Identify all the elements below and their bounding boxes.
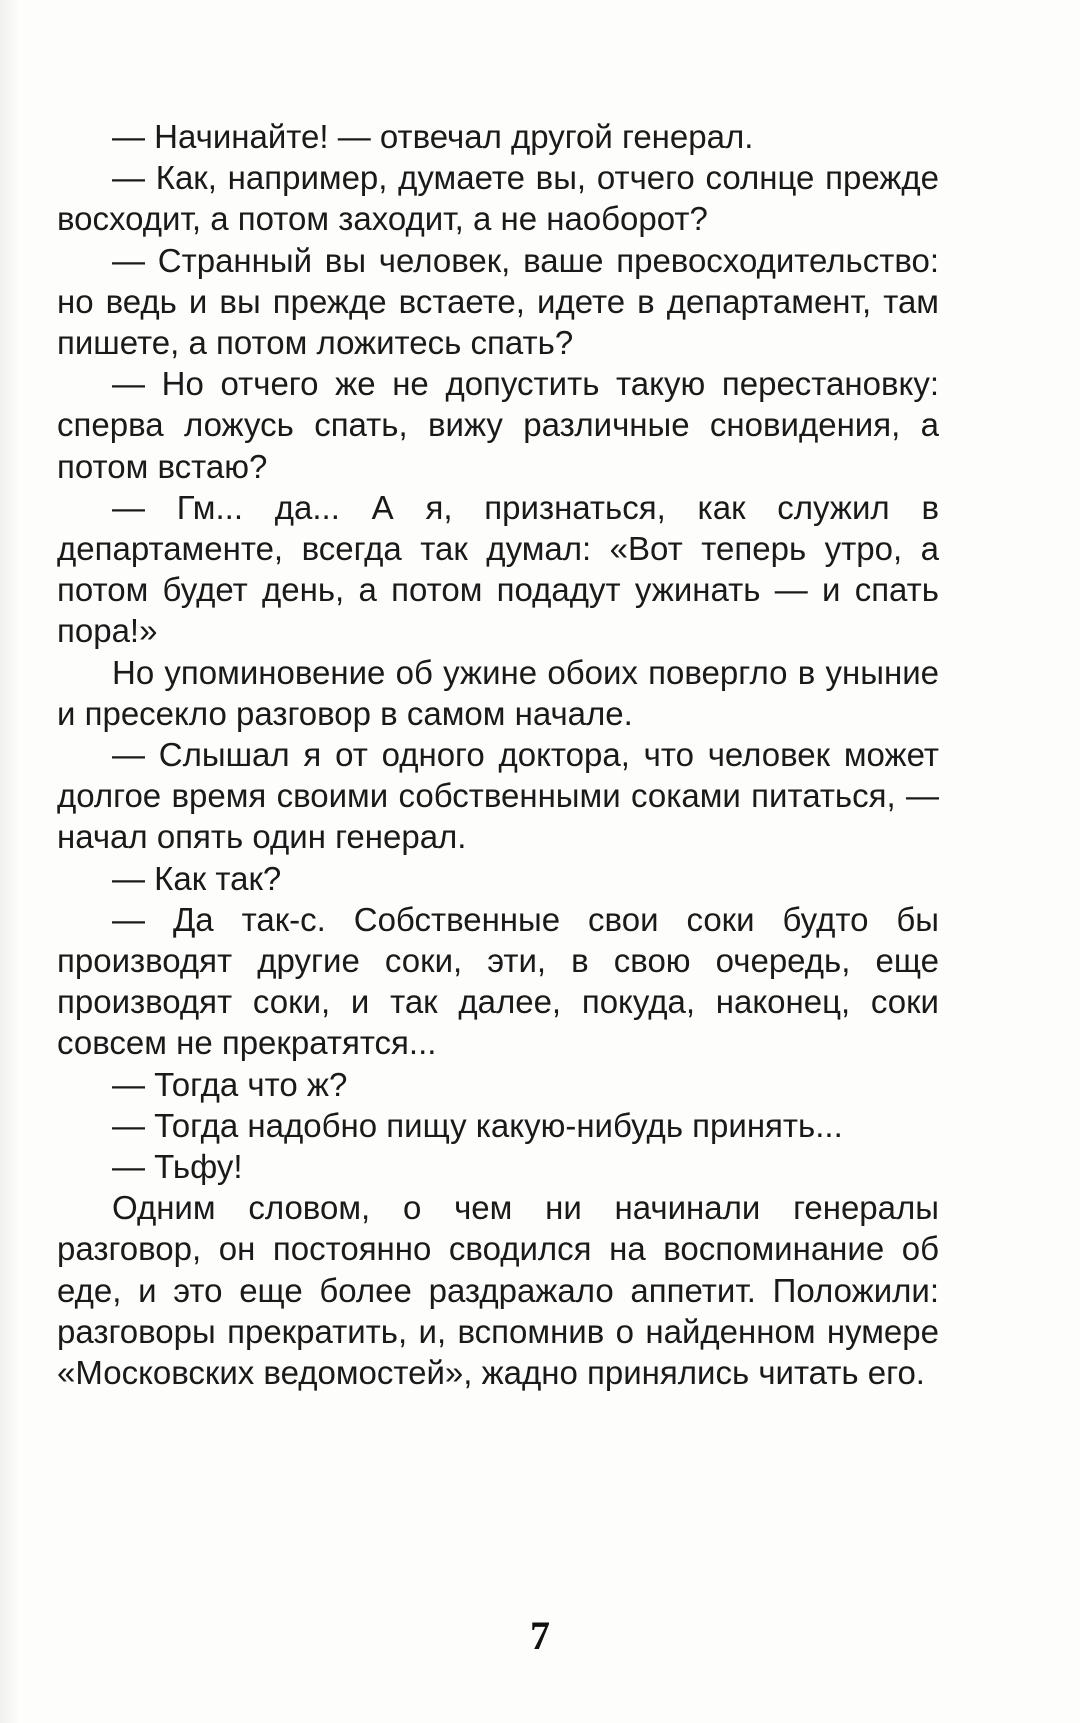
paragraph-13: Одним словом, о чем ни начинали генералы разговор, он постоянно сводился на воспоминание об еде, и это еще более раздражало аппетит. Положили: разговоры прекратить, и, вспомнив о найденном нумере «Московских ведомостей», жадно принялись читать его. [57, 1189, 939, 1392]
paragraph-7: — Слышал я от одного доктора, что человек может долгое время своими собственными соками питаться, — начал опять один генерал. [57, 736, 939, 856]
page-text [57, 116, 939, 1393]
paragraph-1: — Начинайте! — отвечал другой генерал. [112, 118, 754, 155]
paragraph-11: — Тогда надобно пищу какую-нибудь принять... [112, 1106, 843, 1144]
paragraph-12: — Тьфу! [112, 1148, 243, 1186]
paragraph-6: Но упоминовение об ужине обоих повергло в уныние и пресекло разговор в самом начале. [57, 653, 939, 732]
paragraph-8: — Как так? [112, 859, 282, 897]
paragraph-2: — Как, например, думаете вы, отчего солнце прежде восходит, а потом заходит, а не наоборот? [57, 159, 939, 238]
paragraph-10: — Тогда что ж? [112, 1065, 348, 1103]
paragraph-3: — Странный вы человек, ваше превосходительство: но ведь и вы прежде встаете, идете в департамент, там пишете, а потом ложитесь спать? [57, 241, 939, 362]
paragraph-4: — Но отчего же не допустить такую перестановку: сперва ложусь спать, вижу различные сновидения, а потом встаю? [57, 365, 939, 485]
paragraph-5: — Гм... да... А я, признаться, как служил в департаменте, всегда так думал: «Вот теперь утро, а потом будет день, а потом подадут ужинать — и спать пора!» [57, 488, 939, 650]
paragraph-9: — Да так-с. Собственные свои соки будто бы производят другие соки, эти, в свою очередь, еще производят соки, и так далее, покуда, наконец, соки совсем не прекратятся... [57, 900, 939, 1062]
page-number: 7 [530, 1613, 550, 1658]
